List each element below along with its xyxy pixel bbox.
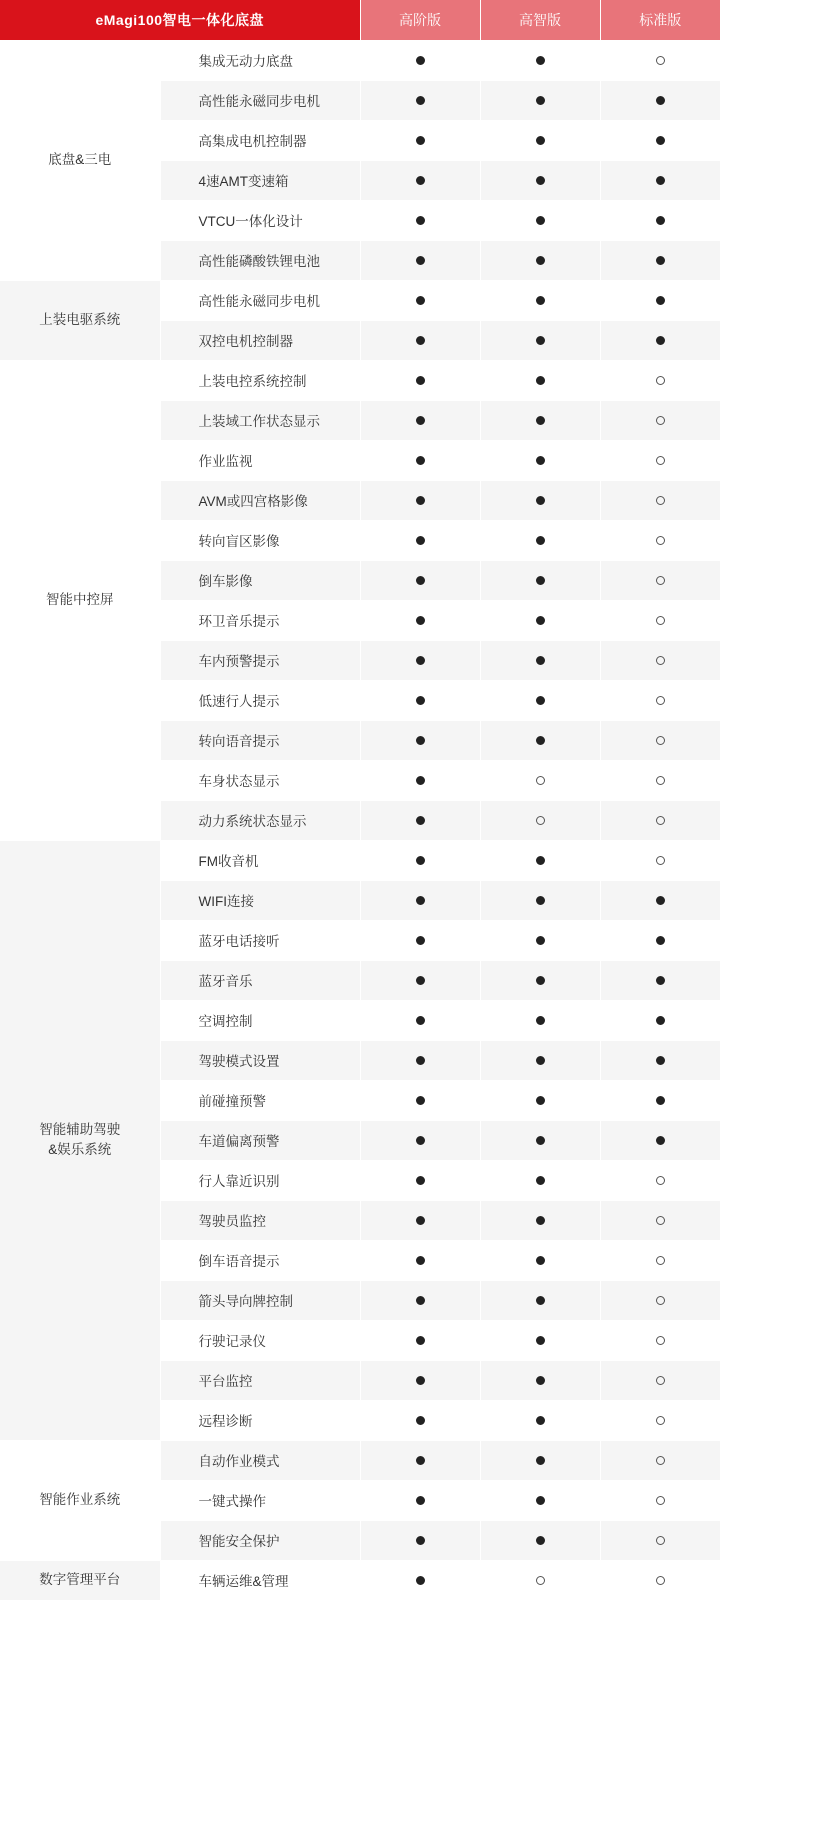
- availability-cell-v1: [360, 720, 480, 760]
- availability-cell-v3: [600, 760, 720, 800]
- availability-cell-v3: [600, 1400, 720, 1440]
- feature-label: 4速AMT变速箱: [160, 160, 360, 200]
- availability-cell-v1: [360, 960, 480, 1000]
- availability-cell-v3: [600, 1200, 720, 1240]
- availability-cell-v3: [600, 320, 720, 360]
- availability-cell-v1: [360, 1080, 480, 1120]
- feature-label: 作业监视: [160, 440, 360, 480]
- availability-cell-v3: [600, 1000, 720, 1040]
- feature-label: 低速行人提示: [160, 680, 360, 720]
- availability-cell-v3: [600, 1360, 720, 1400]
- filled-circle-icon: [536, 1296, 545, 1305]
- filled-circle-icon: [536, 696, 545, 705]
- filled-circle-icon: [416, 1496, 425, 1505]
- availability-cell-v3: [600, 360, 720, 400]
- filled-circle-icon: [536, 1376, 545, 1385]
- hollow-circle-icon: [656, 496, 665, 505]
- feature-label: 远程诊断: [160, 1400, 360, 1440]
- feature-label: 行人靠近识别: [160, 1160, 360, 1200]
- feature-label: 驾驶模式设置: [160, 1040, 360, 1080]
- filled-circle-icon: [656, 936, 665, 945]
- availability-cell-v2: [480, 1000, 600, 1040]
- filled-circle-icon: [536, 1056, 545, 1065]
- table-body: [0, 40, 720, 1600]
- availability-cell-v1: [360, 120, 480, 160]
- availability-cell-v3: [600, 560, 720, 600]
- availability-cell-v3: [600, 1240, 720, 1280]
- availability-cell-v2: [480, 1200, 600, 1240]
- availability-cell-v3: [600, 1560, 720, 1600]
- feature-label: 车内预警提示: [160, 640, 360, 680]
- availability-cell-v2: [480, 1280, 600, 1320]
- availability-cell-v2: [480, 1360, 600, 1400]
- availability-cell-v2: [480, 880, 600, 920]
- availability-cell-v3: [600, 520, 720, 560]
- feature-label: 车辆运维&管理: [160, 1560, 360, 1600]
- availability-cell-v2: [480, 720, 600, 760]
- hollow-circle-icon: [656, 1376, 665, 1385]
- filled-circle-icon: [656, 896, 665, 905]
- feature-label: VTCU一体化设计: [160, 200, 360, 240]
- filled-circle-icon: [536, 456, 545, 465]
- filled-circle-icon: [536, 536, 545, 545]
- availability-cell-v2: [480, 1480, 600, 1520]
- filled-circle-icon: [536, 1496, 545, 1505]
- filled-circle-icon: [416, 56, 425, 65]
- availability-cell-v1: [360, 200, 480, 240]
- filled-circle-icon: [416, 576, 425, 585]
- availability-cell-v1: [360, 680, 480, 720]
- availability-cell-v3: [600, 880, 720, 920]
- hollow-circle-icon: [656, 1336, 665, 1345]
- filled-circle-icon: [536, 1456, 545, 1465]
- availability-cell-v3: [600, 800, 720, 840]
- availability-cell-v1: [360, 1320, 480, 1360]
- availability-cell-v2: [480, 560, 600, 600]
- feature-label: 车身状态显示: [160, 760, 360, 800]
- filled-circle-icon: [416, 816, 425, 825]
- table-row: [0, 40, 720, 80]
- availability-cell-v2: [480, 1560, 600, 1600]
- availability-cell-v3: [600, 1160, 720, 1200]
- feature-label: 双控电机控制器: [160, 320, 360, 360]
- filled-circle-icon: [416, 496, 425, 505]
- filled-circle-icon: [416, 256, 425, 265]
- group-label: 智能辅助驾驶 &娱乐系统: [0, 840, 160, 1440]
- availability-cell-v1: [360, 240, 480, 280]
- filled-circle-icon: [536, 1216, 545, 1225]
- filled-circle-icon: [536, 1096, 545, 1105]
- feature-label: 行驶记录仪: [160, 1320, 360, 1360]
- filled-circle-icon: [416, 296, 425, 305]
- filled-circle-icon: [536, 936, 545, 945]
- feature-label: 驾驶员监控: [160, 1200, 360, 1240]
- table-row: [0, 360, 720, 400]
- availability-cell-v2: [480, 1440, 600, 1480]
- availability-cell-v1: [360, 320, 480, 360]
- hollow-circle-icon: [656, 656, 665, 665]
- availability-cell-v1: [360, 40, 480, 80]
- availability-cell-v3: [600, 160, 720, 200]
- feature-label: 倒车影像: [160, 560, 360, 600]
- availability-cell-v2: [480, 120, 600, 160]
- feature-label: 集成无动力底盘: [160, 40, 360, 80]
- hollow-circle-icon: [536, 776, 545, 785]
- hollow-circle-icon: [656, 1216, 665, 1225]
- filled-circle-icon: [536, 1176, 545, 1185]
- filled-circle-icon: [536, 216, 545, 225]
- feature-label: 动力系统状态显示: [160, 800, 360, 840]
- filled-circle-icon: [536, 1336, 545, 1345]
- filled-circle-icon: [416, 456, 425, 465]
- feature-label: 高性能磷酸铁锂电池: [160, 240, 360, 280]
- availability-cell-v1: [360, 1480, 480, 1520]
- filled-circle-icon: [416, 776, 425, 785]
- header-row: [0, 0, 720, 40]
- availability-cell-v2: [480, 1080, 600, 1120]
- availability-cell-v1: [360, 1160, 480, 1200]
- filled-circle-icon: [416, 1456, 425, 1465]
- availability-cell-v3: [600, 280, 720, 320]
- availability-cell-v3: [600, 600, 720, 640]
- availability-cell-v1: [360, 560, 480, 600]
- availability-cell-v2: [480, 1520, 600, 1560]
- filled-circle-icon: [416, 1256, 425, 1265]
- availability-cell-v2: [480, 600, 600, 640]
- availability-cell-v3: [600, 1480, 720, 1520]
- availability-cell-v2: [480, 280, 600, 320]
- filled-circle-icon: [536, 616, 545, 625]
- table-row: [0, 1560, 720, 1600]
- availability-cell-v2: [480, 1120, 600, 1160]
- filled-circle-icon: [536, 576, 545, 585]
- hollow-circle-icon: [656, 776, 665, 785]
- filled-circle-icon: [416, 1056, 425, 1065]
- feature-label: 平台监控: [160, 1360, 360, 1400]
- filled-circle-icon: [416, 536, 425, 545]
- availability-cell-v2: [480, 760, 600, 800]
- table-row: [0, 280, 720, 320]
- availability-cell-v3: [600, 440, 720, 480]
- feature-label: 一键式操作: [160, 1480, 360, 1520]
- hollow-circle-icon: [656, 736, 665, 745]
- availability-cell-v3: [600, 1040, 720, 1080]
- filled-circle-icon: [536, 336, 545, 345]
- filled-circle-icon: [416, 856, 425, 865]
- filled-circle-icon: [416, 1376, 425, 1385]
- filled-circle-icon: [416, 376, 425, 385]
- availability-cell-v3: [600, 400, 720, 440]
- filled-circle-icon: [656, 1056, 665, 1065]
- availability-cell-v1: [360, 1400, 480, 1440]
- filled-circle-icon: [416, 1136, 425, 1145]
- filled-circle-icon: [656, 1016, 665, 1025]
- availability-cell-v1: [360, 1200, 480, 1240]
- filled-circle-icon: [656, 256, 665, 265]
- availability-cell-v3: [600, 120, 720, 160]
- filled-circle-icon: [416, 1536, 425, 1545]
- filled-circle-icon: [536, 136, 545, 145]
- availability-cell-v3: [600, 1520, 720, 1560]
- availability-cell-v1: [360, 760, 480, 800]
- filled-circle-icon: [416, 696, 425, 705]
- filled-circle-icon: [416, 336, 425, 345]
- availability-cell-v2: [480, 920, 600, 960]
- column-header-version-2: 高智版: [480, 0, 600, 40]
- availability-cell-v3: [600, 1280, 720, 1320]
- filled-circle-icon: [536, 1536, 545, 1545]
- hollow-circle-icon: [536, 816, 545, 825]
- filled-circle-icon: [416, 976, 425, 985]
- feature-label: 倒车语音提示: [160, 1240, 360, 1280]
- filled-circle-icon: [536, 176, 545, 185]
- table-row: [0, 1440, 720, 1480]
- hollow-circle-icon: [656, 1176, 665, 1185]
- availability-cell-v2: [480, 360, 600, 400]
- availability-cell-v1: [360, 440, 480, 480]
- filled-circle-icon: [416, 896, 425, 905]
- table-title: eMagi100智电一体化底盘: [0, 0, 360, 40]
- hollow-circle-icon: [656, 456, 665, 465]
- availability-cell-v3: [600, 240, 720, 280]
- availability-cell-v2: [480, 520, 600, 560]
- availability-cell-v2: [480, 160, 600, 200]
- filled-circle-icon: [416, 96, 425, 105]
- feature-label: 智能安全保护: [160, 1520, 360, 1560]
- feature-label: 蓝牙音乐: [160, 960, 360, 1000]
- group-label: 智能作业系统: [0, 1440, 160, 1560]
- availability-cell-v2: [480, 1040, 600, 1080]
- availability-cell-v1: [360, 160, 480, 200]
- availability-cell-v1: [360, 880, 480, 920]
- filled-circle-icon: [656, 1136, 665, 1145]
- availability-cell-v1: [360, 1280, 480, 1320]
- availability-cell-v2: [480, 1160, 600, 1200]
- availability-cell-v3: [600, 680, 720, 720]
- table-row: [0, 840, 720, 880]
- availability-cell-v2: [480, 40, 600, 80]
- availability-cell-v2: [480, 240, 600, 280]
- hollow-circle-icon: [656, 816, 665, 825]
- filled-circle-icon: [416, 1016, 425, 1025]
- filled-circle-icon: [536, 496, 545, 505]
- hollow-circle-icon: [656, 416, 665, 425]
- filled-circle-icon: [656, 976, 665, 985]
- hollow-circle-icon: [656, 1256, 665, 1265]
- column-header-version-3: 标准版: [600, 0, 720, 40]
- availability-cell-v2: [480, 480, 600, 520]
- availability-cell-v2: [480, 960, 600, 1000]
- feature-label: 上装域工作状态显示: [160, 400, 360, 440]
- feature-label: WIFI连接: [160, 880, 360, 920]
- column-header-version-1: 高阶版: [360, 0, 480, 40]
- availability-cell-v2: [480, 440, 600, 480]
- feature-label: 箭头导向牌控制: [160, 1280, 360, 1320]
- availability-cell-v1: [360, 80, 480, 120]
- feature-label: 环卫音乐提示: [160, 600, 360, 640]
- group-label: 智能中控屏: [0, 360, 160, 840]
- availability-cell-v3: [600, 1080, 720, 1120]
- availability-cell-v2: [480, 840, 600, 880]
- group-label: 上装电驱系统: [0, 280, 160, 360]
- availability-cell-v1: [360, 1360, 480, 1400]
- filled-circle-icon: [536, 1416, 545, 1425]
- filled-circle-icon: [416, 1416, 425, 1425]
- availability-cell-v3: [600, 840, 720, 880]
- availability-cell-v1: [360, 1000, 480, 1040]
- feature-label: 蓝牙电话接听: [160, 920, 360, 960]
- filled-circle-icon: [536, 856, 545, 865]
- availability-cell-v1: [360, 360, 480, 400]
- group-label: 底盘&三电: [0, 40, 160, 280]
- feature-label: 车道偏离预警: [160, 1120, 360, 1160]
- filled-circle-icon: [536, 56, 545, 65]
- filled-circle-icon: [416, 1176, 425, 1185]
- availability-cell-v2: [480, 640, 600, 680]
- filled-circle-icon: [656, 216, 665, 225]
- filled-circle-icon: [416, 216, 425, 225]
- feature-label: 转向语音提示: [160, 720, 360, 760]
- filled-circle-icon: [656, 176, 665, 185]
- availability-cell-v2: [480, 1400, 600, 1440]
- filled-circle-icon: [416, 1296, 425, 1305]
- availability-cell-v2: [480, 80, 600, 120]
- availability-cell-v1: [360, 800, 480, 840]
- availability-cell-v3: [600, 1120, 720, 1160]
- filled-circle-icon: [656, 136, 665, 145]
- filled-circle-icon: [656, 96, 665, 105]
- table-header: [0, 0, 720, 40]
- availability-cell-v1: [360, 640, 480, 680]
- availability-cell-v3: [600, 1440, 720, 1480]
- availability-cell-v1: [360, 480, 480, 520]
- availability-cell-v1: [360, 920, 480, 960]
- filled-circle-icon: [416, 1576, 425, 1585]
- filled-circle-icon: [536, 1256, 545, 1265]
- filled-circle-icon: [536, 1136, 545, 1145]
- filled-circle-icon: [416, 656, 425, 665]
- availability-cell-v2: [480, 800, 600, 840]
- availability-cell-v3: [600, 40, 720, 80]
- availability-cell-v2: [480, 320, 600, 360]
- hollow-circle-icon: [656, 1416, 665, 1425]
- availability-cell-v2: [480, 400, 600, 440]
- availability-cell-v1: [360, 1040, 480, 1080]
- filled-circle-icon: [656, 296, 665, 305]
- feature-label: 高性能永磁同步电机: [160, 80, 360, 120]
- availability-cell-v3: [600, 640, 720, 680]
- availability-cell-v2: [480, 200, 600, 240]
- group-label: 数字管理平台: [0, 1560, 160, 1600]
- feature-label: FM收音机: [160, 840, 360, 880]
- availability-cell-v1: [360, 1520, 480, 1560]
- filled-circle-icon: [536, 736, 545, 745]
- filled-circle-icon: [416, 1096, 425, 1105]
- hollow-circle-icon: [656, 1536, 665, 1545]
- filled-circle-icon: [536, 976, 545, 985]
- hollow-circle-icon: [656, 536, 665, 545]
- hollow-circle-icon: [656, 856, 665, 865]
- availability-cell-v1: [360, 1120, 480, 1160]
- filled-circle-icon: [416, 1336, 425, 1345]
- hollow-circle-icon: [656, 1496, 665, 1505]
- feature-label: 高集成电机控制器: [160, 120, 360, 160]
- filled-circle-icon: [536, 1016, 545, 1025]
- hollow-circle-icon: [656, 696, 665, 705]
- hollow-circle-icon: [656, 56, 665, 65]
- hollow-circle-icon: [656, 376, 665, 385]
- filled-circle-icon: [536, 656, 545, 665]
- availability-cell-v3: [600, 720, 720, 760]
- feature-label: 前碰撞预警: [160, 1080, 360, 1120]
- filled-circle-icon: [536, 896, 545, 905]
- filled-circle-icon: [536, 96, 545, 105]
- feature-label: 高性能永磁同步电机: [160, 280, 360, 320]
- filled-circle-icon: [416, 616, 425, 625]
- availability-cell-v1: [360, 600, 480, 640]
- filled-circle-icon: [416, 416, 425, 425]
- feature-label: AVM或四宫格影像: [160, 480, 360, 520]
- availability-cell-v2: [480, 680, 600, 720]
- filled-circle-icon: [416, 176, 425, 185]
- filled-circle-icon: [656, 336, 665, 345]
- filled-circle-icon: [416, 736, 425, 745]
- hollow-circle-icon: [656, 576, 665, 585]
- feature-label: 空调控制: [160, 1000, 360, 1040]
- availability-cell-v3: [600, 480, 720, 520]
- hollow-circle-icon: [656, 1576, 665, 1585]
- availability-cell-v3: [600, 200, 720, 240]
- hollow-circle-icon: [536, 1576, 545, 1585]
- feature-label: 转向盲区影像: [160, 520, 360, 560]
- availability-cell-v2: [480, 1240, 600, 1280]
- filled-circle-icon: [536, 376, 545, 385]
- availability-cell-v1: [360, 400, 480, 440]
- hollow-circle-icon: [656, 616, 665, 625]
- availability-cell-v3: [600, 1320, 720, 1360]
- availability-cell-v1: [360, 1560, 480, 1600]
- availability-cell-v3: [600, 920, 720, 960]
- availability-cell-v1: [360, 1240, 480, 1280]
- filled-circle-icon: [416, 1216, 425, 1225]
- availability-cell-v1: [360, 1440, 480, 1480]
- availability-cell-v3: [600, 80, 720, 120]
- availability-cell-v1: [360, 280, 480, 320]
- hollow-circle-icon: [656, 1456, 665, 1465]
- filled-circle-icon: [416, 136, 425, 145]
- filled-circle-icon: [656, 1096, 665, 1105]
- filled-circle-icon: [536, 416, 545, 425]
- hollow-circle-icon: [656, 1296, 665, 1305]
- availability-cell-v1: [360, 520, 480, 560]
- filled-circle-icon: [536, 256, 545, 265]
- availability-cell-v2: [480, 1320, 600, 1360]
- availability-cell-v3: [600, 960, 720, 1000]
- filled-circle-icon: [536, 296, 545, 305]
- feature-label: 自动作业模式: [160, 1440, 360, 1480]
- feature-label: 上装电控系统控制: [160, 360, 360, 400]
- filled-circle-icon: [416, 936, 425, 945]
- availability-cell-v1: [360, 840, 480, 880]
